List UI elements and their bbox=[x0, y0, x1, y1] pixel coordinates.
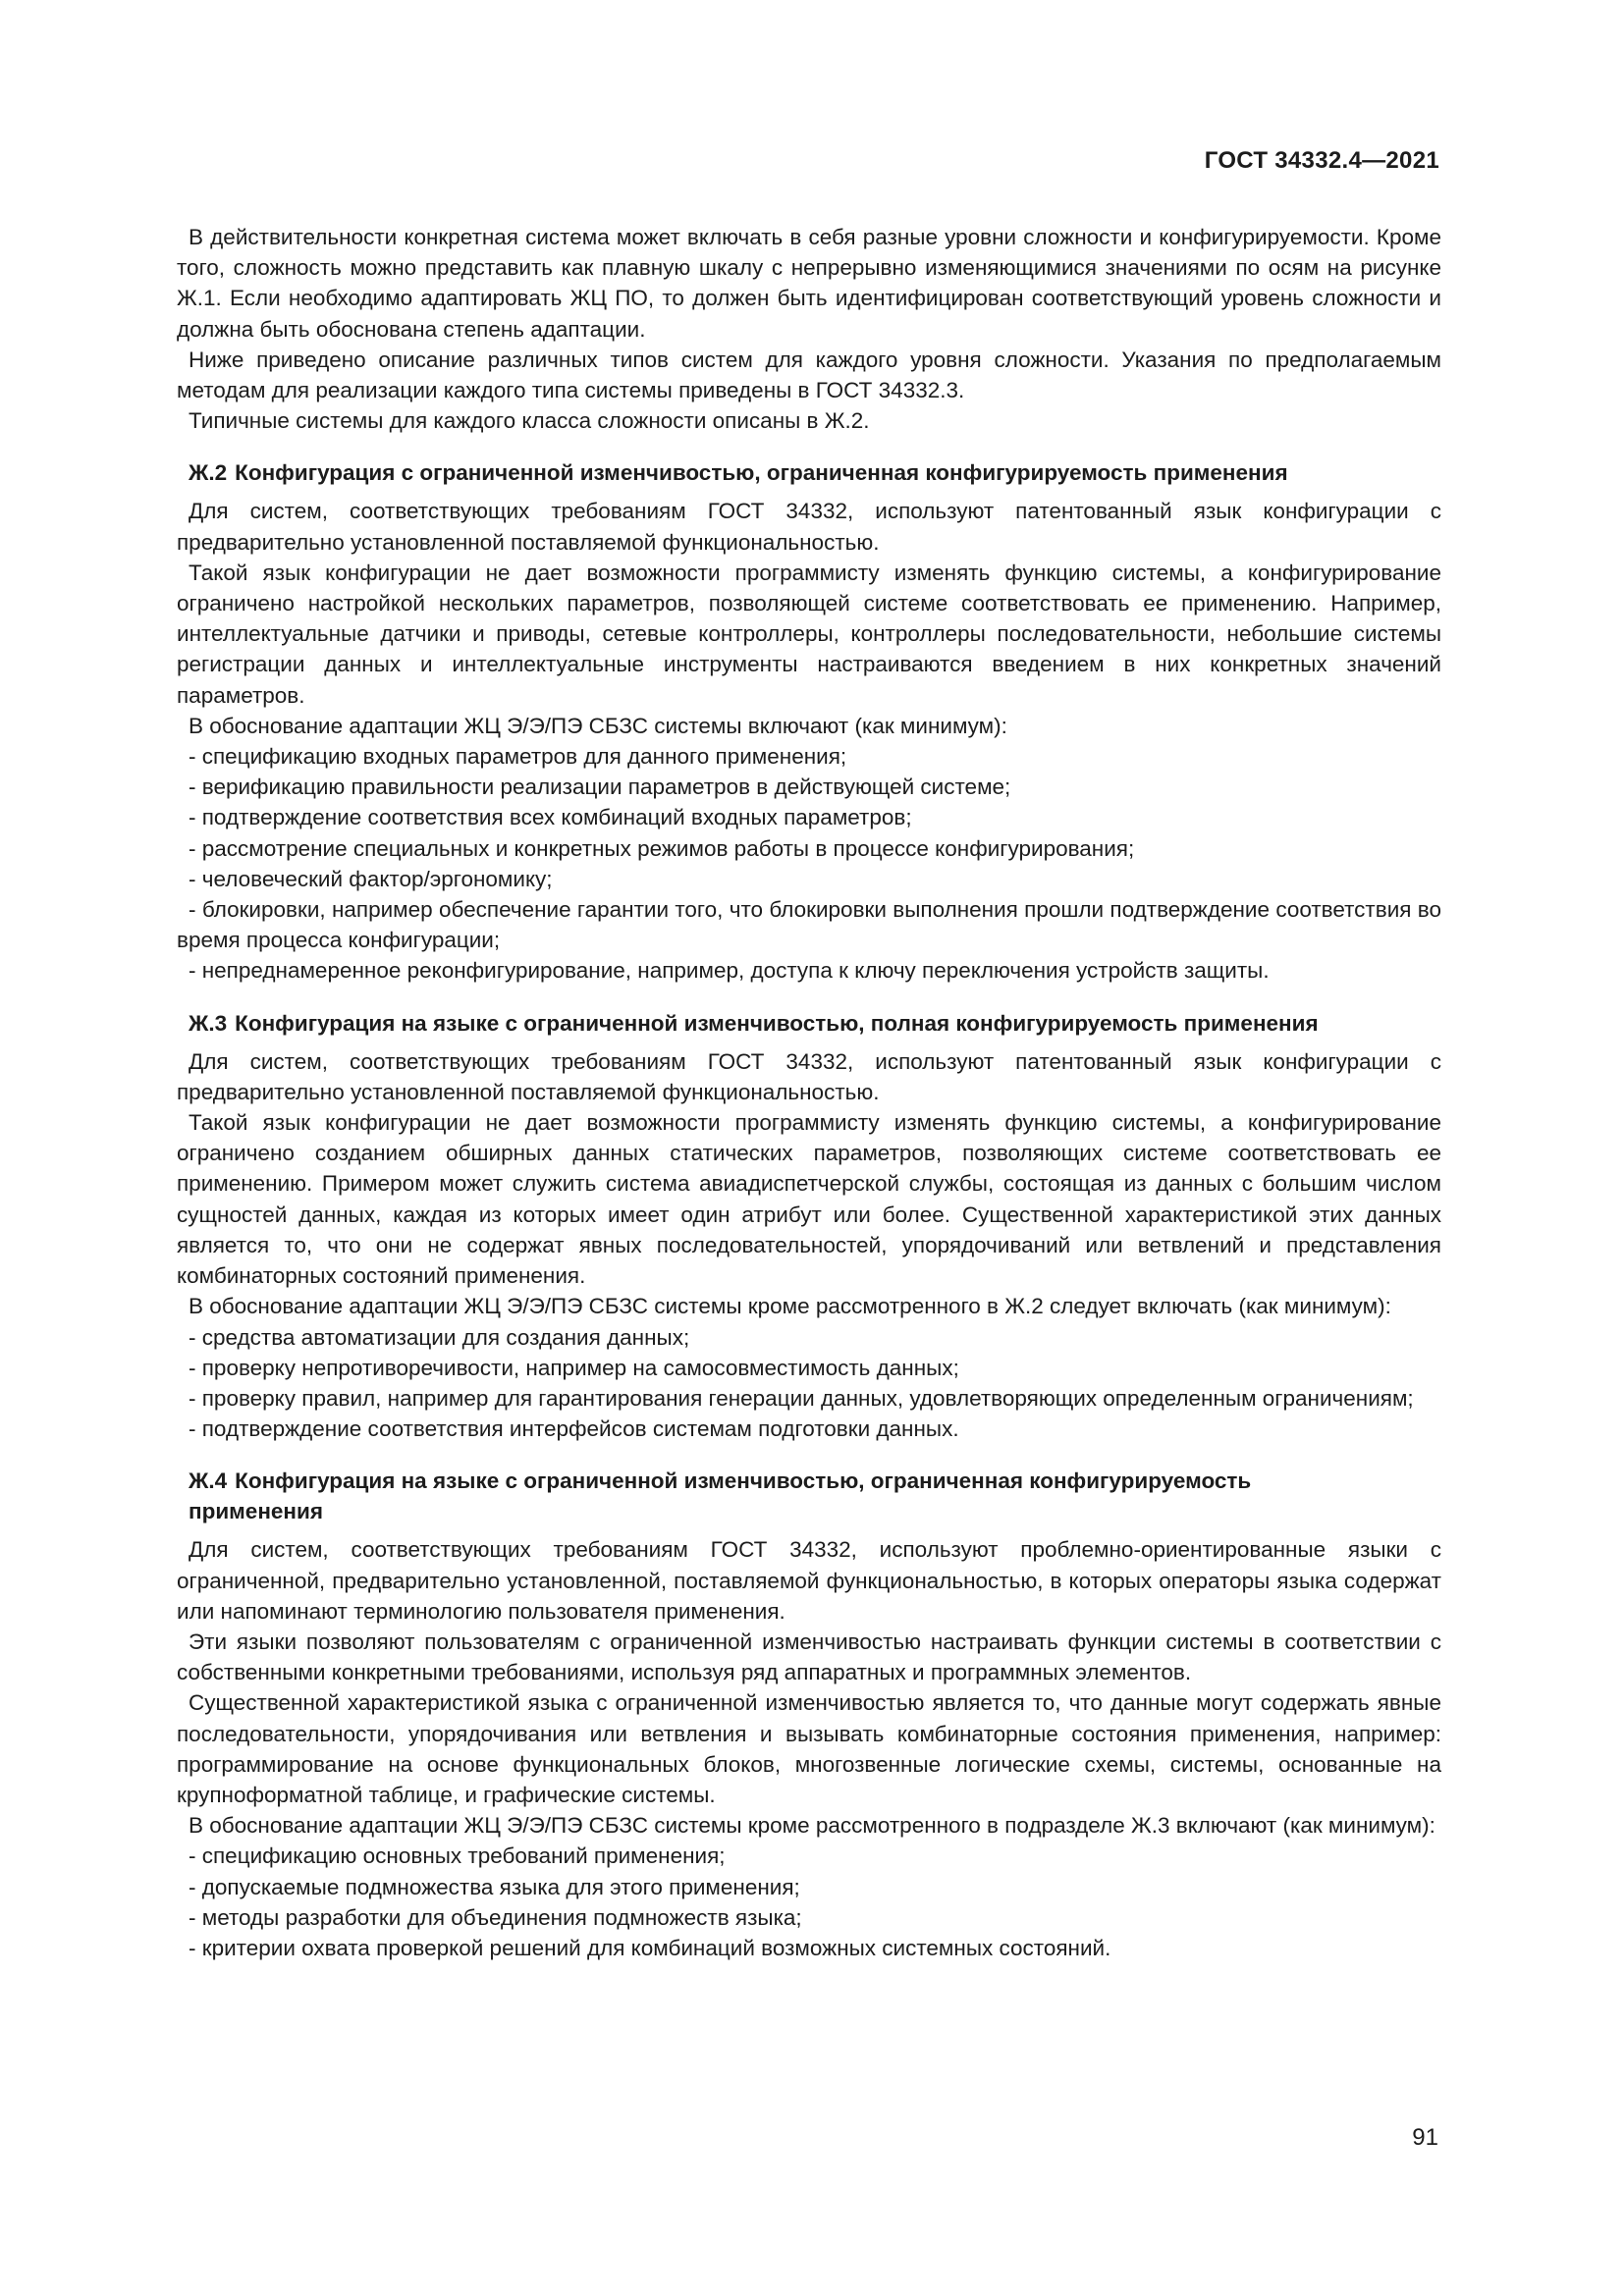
list-item: - критерии охвата проверкой решений для комбинаций возможных системных состояний. bbox=[189, 1935, 1111, 1960]
section-paragraph: В обоснование адаптации ЖЦ Э/Э/ПЭ СБЗС системы кроме рассмотренного в Ж.2 следует включать (как минимум): bbox=[189, 1294, 1391, 1319]
list-item: - верификацию правильности реализации параметров в действующей системе; bbox=[189, 774, 1011, 800]
page-number: 91 bbox=[1412, 2124, 1438, 2151]
list-item: - блокировки, например обеспечение гарантии того, что блокировки выполнения прошли подтверждение соответствия во время процесса конфигурации; bbox=[177, 897, 1441, 953]
list-item: - проверку непротиворечивости, например на самосовместимость данных; bbox=[189, 1355, 959, 1380]
list-item: - спецификацию входных параметров для данного применения; bbox=[189, 744, 847, 770]
list-item: - подтверждение соответствия интерфейсов системам подготовки данных. bbox=[189, 1416, 959, 1442]
section-paragraph: Для систем, соответствующих требованиям ГОСТ 34332, используют проблемно-ориентированные языки с ограниченной, предварительно установленной, поставляемой функциональностью, в которых операторы языка содержат или напоминают терминологию пользователя применения. bbox=[177, 1537, 1441, 1624]
list-item: - допускаемые подмножества языка для этого применения; bbox=[189, 1874, 800, 1899]
section-heading bbox=[177, 1466, 1441, 1526]
list-item: - человеческий фактор/эргономику; bbox=[189, 866, 553, 891]
section-paragraph: В обоснование адаптации ЖЦ Э/Э/ПЭ СБЗС системы включают (как минимум): bbox=[189, 713, 1007, 738]
page-body bbox=[177, 222, 1441, 1963]
intro-paragraph: В действительности конкретная система может включать в себя разные уровни сложности и конфигурируемости. Кроме того, сложность можно представить как плавную шкалу с непрерывно изменяющимися значениями по осям на рисунке Ж.1. Если необходимо адаптировать ЖЦ ПО, то должен быть идентифицирован соответствующий уровень сложности и должна быть обоснована степень адаптации. bbox=[177, 225, 1441, 342]
section-title: Конфигурация на языке с ограниченной изменчивостью, полная конфигурируемость применения bbox=[235, 1010, 1319, 1036]
list-item: - спецификацию основных требований применения; bbox=[189, 1843, 726, 1869]
section-title: Конфигурация на языке с ограниченной изменчивостью, ограниченная конфигурируемость применения bbox=[189, 1468, 1252, 1524]
section-number: Ж.3 bbox=[189, 1010, 228, 1036]
section-number: Ж.4 bbox=[189, 1468, 228, 1494]
list-item: - непреднамеренное реконфигурирование, например, доступа к ключу переключения устройств защиты. bbox=[189, 958, 1270, 984]
section-heading bbox=[177, 457, 1441, 488]
document-code: ГОСТ 34332.4—2021 bbox=[1204, 147, 1439, 174]
intro-paragraph: Типичные системы для каждого класса сложности описаны в Ж.2. bbox=[189, 408, 870, 434]
section-paragraph: В обоснование адаптации ЖЦ Э/Э/ПЭ СБЗС системы кроме рассмотренного в подразделе Ж.3 включают (как минимум): bbox=[189, 1813, 1435, 1839]
list-item: - рассмотрение специальных и конкретных режимов работы в процессе конфигурирования; bbox=[189, 835, 1135, 861]
section-paragraph: Такой язык конфигурации не дает возможности программисту изменять функцию системы, а конфигурирование ограничено настройкой нескольких параметров, позволяющей системе соответствовать ее применению. Например, интеллектуальные датчики и приводы, сетевые контроллеры, контроллеры последовательности, небольшие системы регистрации данных и интеллектуальные инструменты настраиваются введением в них конкретных значений параметров. bbox=[177, 560, 1441, 708]
list-item: - средства автоматизации для создания данных; bbox=[189, 1324, 690, 1350]
intro-paragraph: Ниже приведено описание различных типов систем для каждого уровня сложности. Указания по предполагаемым методам для реализации каждого типа системы приведены в ГОСТ 34332.3. bbox=[177, 347, 1441, 403]
section-paragraph: Существенной характеристикой языка с ограниченной изменчивостью является то, что данные могут содержать явные последовательности, упорядочивания или ветвления и вызывать комбинаторные состояния применения, например: программирование на основе функциональных блоков, многозвенные логические схемы, системы, основанные на крупноформатной таблице, и графические системы. bbox=[177, 1690, 1441, 1807]
section-title: Конфигурация с ограниченной изменчивостью, ограниченная конфигурируемость применения bbox=[235, 460, 1288, 486]
section-heading bbox=[177, 1008, 1441, 1039]
list-item: - методы разработки для объединения подмножеств языка; bbox=[189, 1904, 802, 1930]
section-paragraph: Эти языки позволяют пользователям с ограниченной изменчивостью настраивать функции системы в соответствии с собственными конкретными требованиями, используя ряд аппаратных и программных элементов. bbox=[177, 1629, 1441, 1685]
section-paragraph: Для систем, соответствующих требованиям ГОСТ 34332, используют патентованный язык конфигурации с предварительно установленной поставляемой функциональностью. bbox=[177, 499, 1441, 555]
list-item: - подтверждение соответствия всех комбинаций входных параметров; bbox=[189, 805, 912, 830]
list-item: - проверку правил, например для гарантирования генерации данных, удовлетворяющих определенным ограничениям; bbox=[189, 1385, 1414, 1411]
section-number: Ж.2 bbox=[189, 460, 228, 486]
section-paragraph: Такой язык конфигурации не дает возможности программисту изменять функцию системы, а конфигурирование ограничено созданием обширных данных статических параметров, позволяющих системе соответствовать ее применению. Примером может служить система авиадиспетчерской службы, состоящая из данных с большим числом сущностей данных, каждая из которых имеет один атрибут или более. Существенной характеристикой этих данных является то, что они не содержат явных последовательностей, упорядочиваний или ветвлений и представления комбинаторных состояний применения. bbox=[177, 1110, 1441, 1289]
section-paragraph: Для систем, соответствующих требованиям ГОСТ 34332, используют патентованный язык конфигурации с предварительно установленной поставляемой функциональностью. bbox=[177, 1048, 1441, 1104]
